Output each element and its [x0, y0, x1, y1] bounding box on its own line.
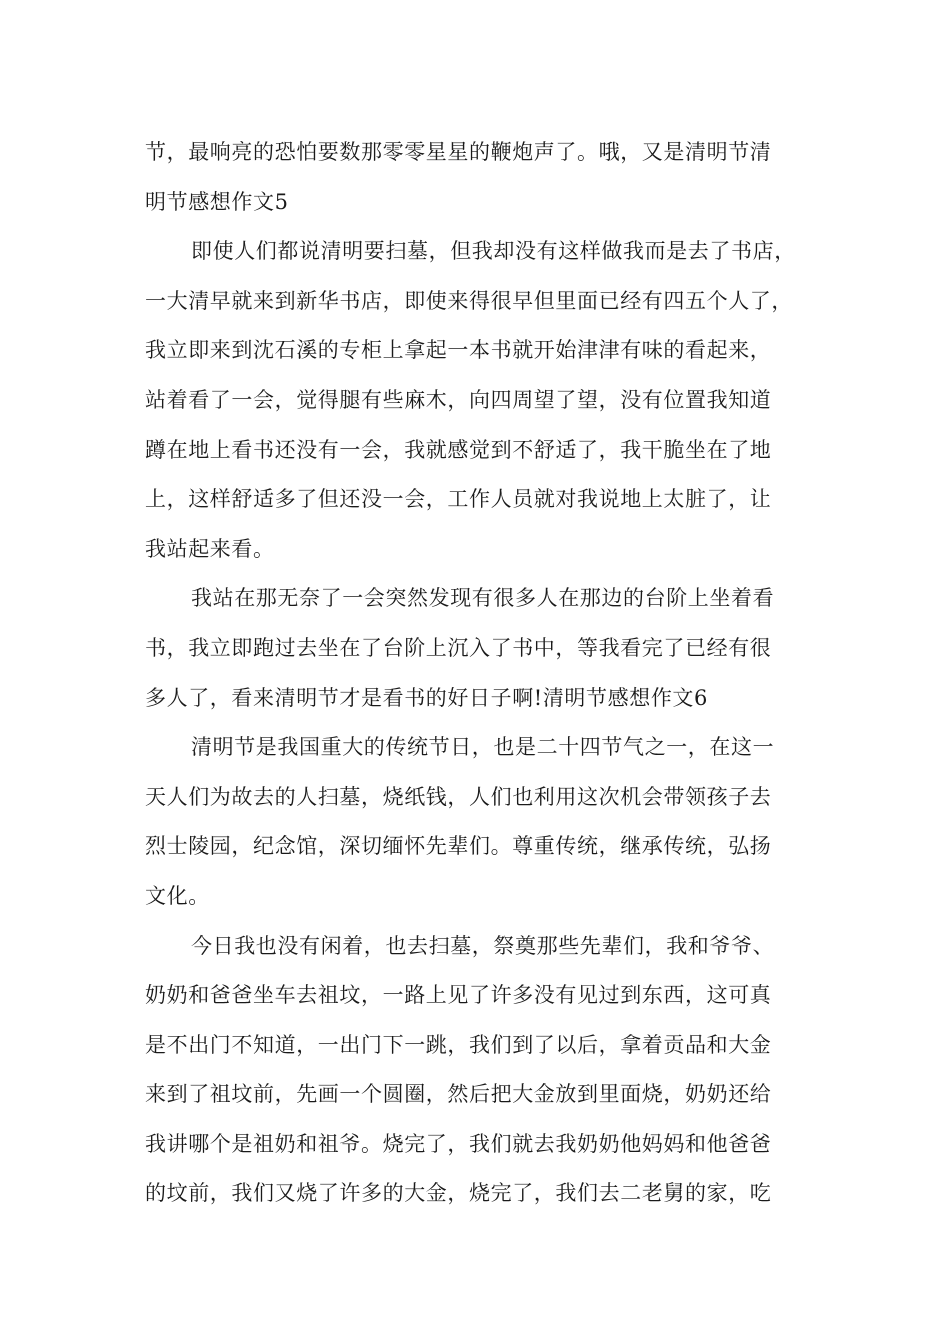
text-line: 来到了祖坟前，先画一个圆圈，然后把大金放到里面烧，奶奶还给 [145, 1082, 772, 1107]
text-line: 天人们为故去的人扫墓，烧纸钱，人们也利用这次机会带领孩子去 [145, 784, 772, 809]
text-line: 是不出门不知道，一出门下一跳，我们到了以后，拿着贡品和大金 [145, 1032, 772, 1057]
text-line: 多人了，看来清明节才是看书的好日子啊!清明节感想作文6 [145, 685, 708, 710]
text-line: 明节感想作文5 [145, 189, 289, 214]
text-line: 我站起来看。 [145, 536, 275, 561]
text-line: 烈士陵园，纪念馆，深切缅怀先辈们。尊重传统，继承传统，弘扬 [145, 834, 772, 859]
text-line: 站着看了一会，觉得腿有些麻木，向四周望了望，没有位置我知道 [145, 387, 772, 412]
body-text [145, 128, 835, 1219]
text-line: 蹲在地上看书还没有一会，我就感觉到不舒适了，我干脆坐在了地 [145, 437, 772, 462]
paragraph-first-line: 即使人们都说清明要扫墓，但我却没有这样做我而是去了书店， [191, 239, 796, 264]
text-line: 我讲哪个是祖奶和祖爷。烧完了，我们就去我奶奶他妈妈和他爸爸 [145, 1131, 772, 1156]
paragraph-first-line: 我站在那无奈了一会突然发现有很多人在那边的台阶上坐着看 [191, 586, 775, 611]
text-line: 一大清早就来到新华书店，即使来得很早但里面已经有四五个人了， [145, 288, 793, 313]
text-line: 书，我立即跑过去坐在了台阶上沉入了书中，等我看完了已经有很 [145, 635, 772, 660]
paragraph-first-line: 清明节是我国重大的传统节日，也是二十四节气之一，在这一 [191, 735, 775, 760]
text-line: 的坟前，我们又烧了许多的大金，烧完了，我们去二老舅的家，吃 [145, 1181, 772, 1206]
text-line: 节，最响亮的恐怕要数那零零星星的鞭炮声了。哦，又是清明节清 [145, 140, 772, 164]
text-line: 奶奶和爸爸坐车去祖坟，一路上见了许多没有见过到东西，这可真 [145, 983, 772, 1008]
text-line: 文化。 [145, 883, 210, 908]
paragraph-first-line: 今日我也没有闲着，也去扫墓，祭奠那些先辈们，我和爷爷、 [191, 933, 775, 958]
text-line: 我立即来到沈石溪的专柜上拿起一本书就开始津津有味的看起来， [145, 338, 772, 363]
text-line: 上，这样舒适多了但还没一会，工作人员就对我说地上太脏了，让 [145, 487, 772, 512]
